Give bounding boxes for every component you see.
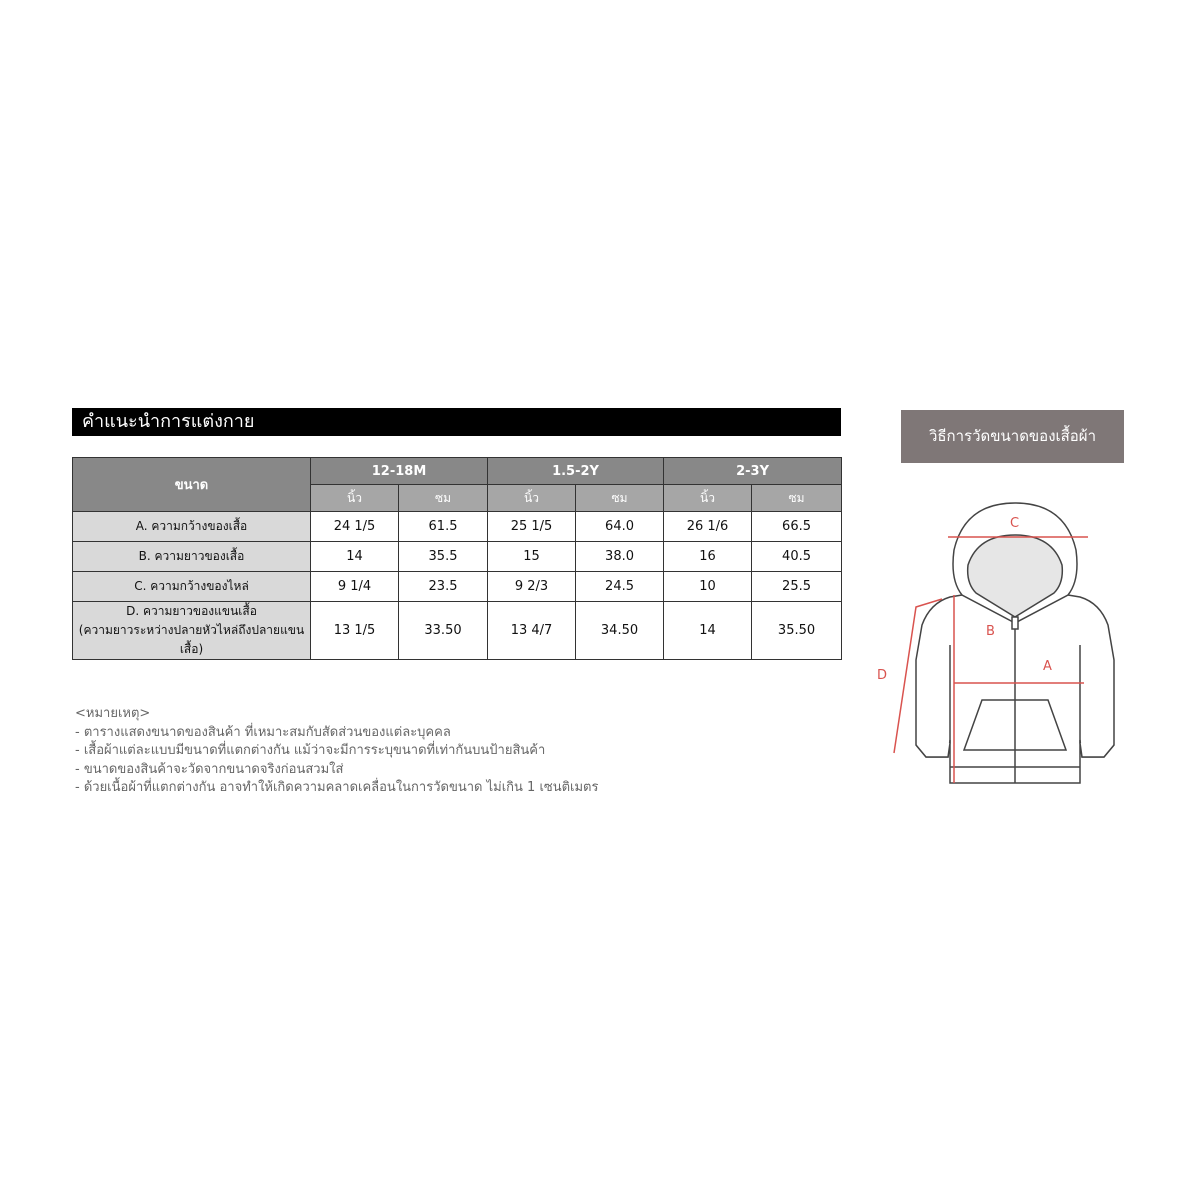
table-cell: 35.50 [752, 602, 842, 660]
table-cell: 9 1/4 [311, 572, 399, 602]
table-cell: 23.5 [399, 572, 488, 602]
size-table [72, 457, 842, 660]
table-row [73, 512, 842, 542]
note-line: <หมายเหตุ> [75, 706, 151, 721]
unit-header: นิ้ว [664, 485, 752, 512]
table-cell: 24 1/5 [311, 512, 399, 542]
table-cell: 64.0 [576, 512, 664, 542]
table-row [73, 572, 842, 602]
size-group-header: 2-3Y [664, 458, 842, 485]
unit-header: ซม [752, 485, 842, 512]
hoodie-cuff-left [916, 743, 950, 757]
table-cell: 14 [311, 542, 399, 572]
row-label: C. ความกว้างของไหล่ [73, 572, 311, 602]
how-to-measure-label: วิธีการวัดขนาดของเสื้อผ้า [901, 410, 1124, 463]
table-cell: 14 [664, 602, 752, 660]
table-cell: 25.5 [752, 572, 842, 602]
hoodie-outline [916, 503, 1114, 783]
row-label [73, 602, 311, 660]
size-guide-title: คำแนะนำการแต่งกาย [72, 408, 841, 436]
table-cell: 24.5 [576, 572, 664, 602]
row-label-line: D. ความยาวของแขนเสื้อ [126, 604, 257, 618]
unit-header: ซม [576, 485, 664, 512]
unit-header: นิ้ว [488, 485, 576, 512]
hoodie-cuff-right [1080, 743, 1114, 757]
table-cell: 40.5 [752, 542, 842, 572]
unit-header: นิ้ว [311, 485, 399, 512]
row-label-line: (ความยาวระหว่างปลายหัวไหล่ถึงปลายแขน [78, 623, 305, 637]
table-cell: 9 2/3 [488, 572, 576, 602]
size-header: ขนาด [73, 458, 311, 512]
table-cell: 13 1/5 [311, 602, 399, 660]
zipper-pull [1012, 617, 1018, 629]
table-cell: 33.50 [399, 602, 488, 660]
table-cell: 61.5 [399, 512, 488, 542]
table-cell: 15 [488, 542, 576, 572]
table-cell: 10 [664, 572, 752, 602]
table-cell: 25 1/5 [488, 512, 576, 542]
row-label: B. ความยาวของเสื้อ [73, 542, 311, 572]
row-label: A. ความกว้างของเสื้อ [73, 512, 311, 542]
row-label-line: เสื้อ) [179, 642, 204, 656]
note-line: - ตารางแสดงขนาดของสินค้า ที่เหมาะสมกับสัดส่วนของแต่ละบุคคล [75, 724, 451, 740]
note-line: - ขนาดของสินค้าจะวัดจากขนาดจริงก่อนสวมใส่ [75, 761, 344, 777]
table-cell: 38.0 [576, 542, 664, 572]
note-line: - เสื้อผ้าแต่ละแบบมีขนาดที่แตกต่างกัน แม้ว่าจะมีการระบุขนาดที่เท่ากันบนป้ายสินค้า [75, 743, 546, 758]
table-cell: 35.5 [399, 542, 488, 572]
notes [75, 705, 598, 798]
measure-label-d: D [877, 668, 888, 683]
measure-label-b: B [986, 624, 995, 639]
table-cell: 66.5 [752, 512, 842, 542]
table-cell: 26 1/6 [664, 512, 752, 542]
size-group-header: 1.5-2Y [488, 458, 664, 485]
table-cell: 16 [664, 542, 752, 572]
size-group-header: 12-18M [311, 458, 488, 485]
table-row [73, 542, 842, 572]
table-cell: 13 4/7 [488, 602, 576, 660]
unit-header: ซม [399, 485, 488, 512]
table-row [73, 602, 842, 660]
table-cell: 34.50 [576, 602, 664, 660]
measure-label-c: C [1010, 516, 1020, 531]
measure-label-a: A [1043, 659, 1052, 674]
hoodie-measurement-diagram [870, 495, 1130, 795]
note-line: - ด้วยเนื้อผ้าที่แตกต่างกัน อาจทำให้เกิดความคลาดเคลื่อนในการวัดขนาด ไม่เกิน 1 เซนติเมตร [75, 780, 599, 795]
